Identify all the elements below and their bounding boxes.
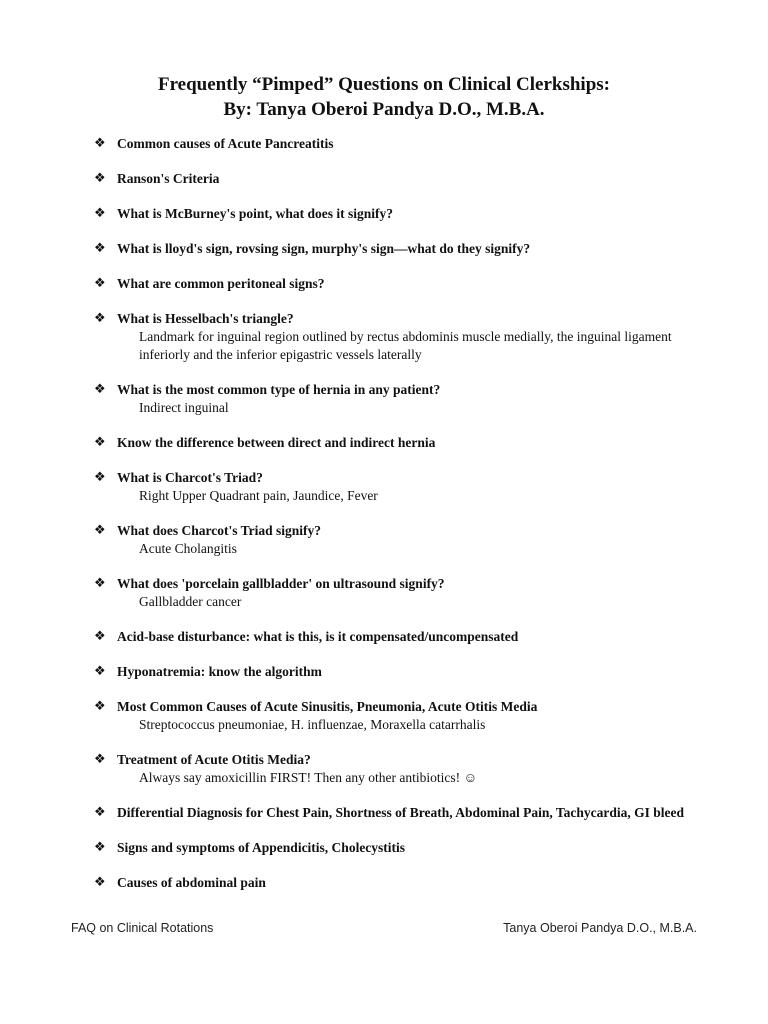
list-item — [94, 381, 714, 417]
four-diamond-bullet-icon: ❖ — [94, 171, 106, 186]
list-item — [94, 698, 714, 734]
question-text: What is McBurney's point, what does it signify? — [117, 206, 394, 221]
answer-text: Landmark for inguinal region outlined by rectus abdominis muscle medially, the inguinal ligament inferiorly and the inferior epigastric vessels laterally — [139, 329, 672, 362]
answer-text: Indirect inguinal — [139, 400, 229, 415]
list-item — [94, 804, 714, 822]
four-diamond-bullet-icon: ❖ — [94, 311, 106, 326]
answer-text: Streptococcus pneumoniae, H. influenzae, Moraxella catarrhalis — [139, 717, 486, 732]
question-text: Treatment of Acute Otitis Media? — [117, 752, 311, 767]
four-diamond-bullet-icon: ❖ — [94, 576, 106, 591]
list-item — [94, 170, 714, 188]
footer-right-text: Tanya Oberoi Pandya D.O., M.B.A. — [503, 921, 697, 935]
four-diamond-bullet-icon: ❖ — [94, 629, 106, 644]
question-text: What is lloyd's sign, rovsing sign, murphy's sign—what do they signify? — [117, 241, 531, 256]
answer-text: Always say amoxicillin FIRST! Then any other antibiotics! ☺ — [139, 770, 478, 785]
four-diamond-bullet-icon: ❖ — [94, 752, 106, 767]
four-diamond-bullet-icon: ❖ — [94, 241, 106, 256]
four-diamond-bullet-icon: ❖ — [94, 206, 106, 221]
question-text: What does Charcot's Triad signify? — [117, 523, 322, 538]
list-item — [94, 469, 714, 505]
question-text: Causes of abdominal pain — [117, 875, 266, 890]
list-item — [94, 240, 714, 258]
four-diamond-bullet-icon: ❖ — [94, 435, 106, 450]
question-text: Common causes of Acute Pancreatitis — [117, 136, 334, 151]
list-item — [94, 839, 714, 857]
question-text: What does 'porcelain gallbladder' on ultrasound signify? — [117, 576, 445, 591]
question-text: What is Charcot's Triad? — [117, 470, 263, 485]
list-item — [94, 434, 714, 452]
four-diamond-bullet-icon: ❖ — [94, 382, 106, 397]
four-diamond-bullet-icon: ❖ — [94, 136, 106, 151]
four-diamond-bullet-icon: ❖ — [94, 664, 106, 679]
list-item — [94, 522, 714, 558]
four-diamond-bullet-icon: ❖ — [94, 805, 106, 820]
four-diamond-bullet-icon: ❖ — [94, 840, 106, 855]
question-text: Hyponatremia: know the algorithm — [117, 664, 322, 679]
title-line-1: Frequently “Pimped” Questions on Clinical Clerkships: — [157, 74, 610, 95]
answer-text: Gallbladder cancer — [139, 594, 242, 609]
footer-left-text: FAQ on Clinical Rotations — [71, 921, 214, 935]
question-text: Ranson's Criteria — [117, 171, 220, 186]
answer-text: Acute Cholangitis — [139, 541, 237, 556]
list-item — [94, 628, 714, 646]
title-line-2: By: Tanya Oberoi Pandya D.O., M.B.A. — [223, 99, 545, 120]
list-item — [94, 135, 714, 153]
four-diamond-bullet-icon: ❖ — [94, 276, 106, 291]
list-item — [94, 874, 714, 892]
question-text: Signs and symptoms of Appendicitis, Cholecystitis — [117, 840, 406, 855]
list-item — [94, 275, 714, 293]
document-title — [0, 72, 768, 122]
question-text: Know the difference between direct and indirect hernia — [117, 435, 436, 450]
list-item — [94, 663, 714, 681]
question-text: What are common peritoneal signs? — [117, 276, 325, 291]
question-text: Acid-base disturbance: what is this, is it compensated/uncompensated — [117, 629, 519, 644]
four-diamond-bullet-icon: ❖ — [94, 470, 106, 485]
question-text: Most Common Causes of Acute Sinusitis, Pneumonia, Acute Otitis Media — [117, 699, 538, 714]
list-item — [94, 575, 714, 611]
list-item — [94, 205, 714, 223]
question-list — [94, 135, 714, 909]
answer-text: Right Upper Quadrant pain, Jaundice, Fever — [139, 488, 378, 503]
question-text: What is Hesselbach's triangle? — [117, 311, 294, 326]
four-diamond-bullet-icon: ❖ — [94, 523, 106, 538]
list-item — [94, 751, 714, 787]
question-text: What is the most common type of hernia in any patient? — [117, 382, 441, 397]
four-diamond-bullet-icon: ❖ — [94, 699, 106, 714]
list-item — [94, 310, 714, 364]
four-diamond-bullet-icon: ❖ — [94, 875, 106, 890]
question-text: Differential Diagnosis for Chest Pain, Shortness of Breath, Abdominal Pain, Tachycardia, GI bleed — [117, 805, 685, 820]
